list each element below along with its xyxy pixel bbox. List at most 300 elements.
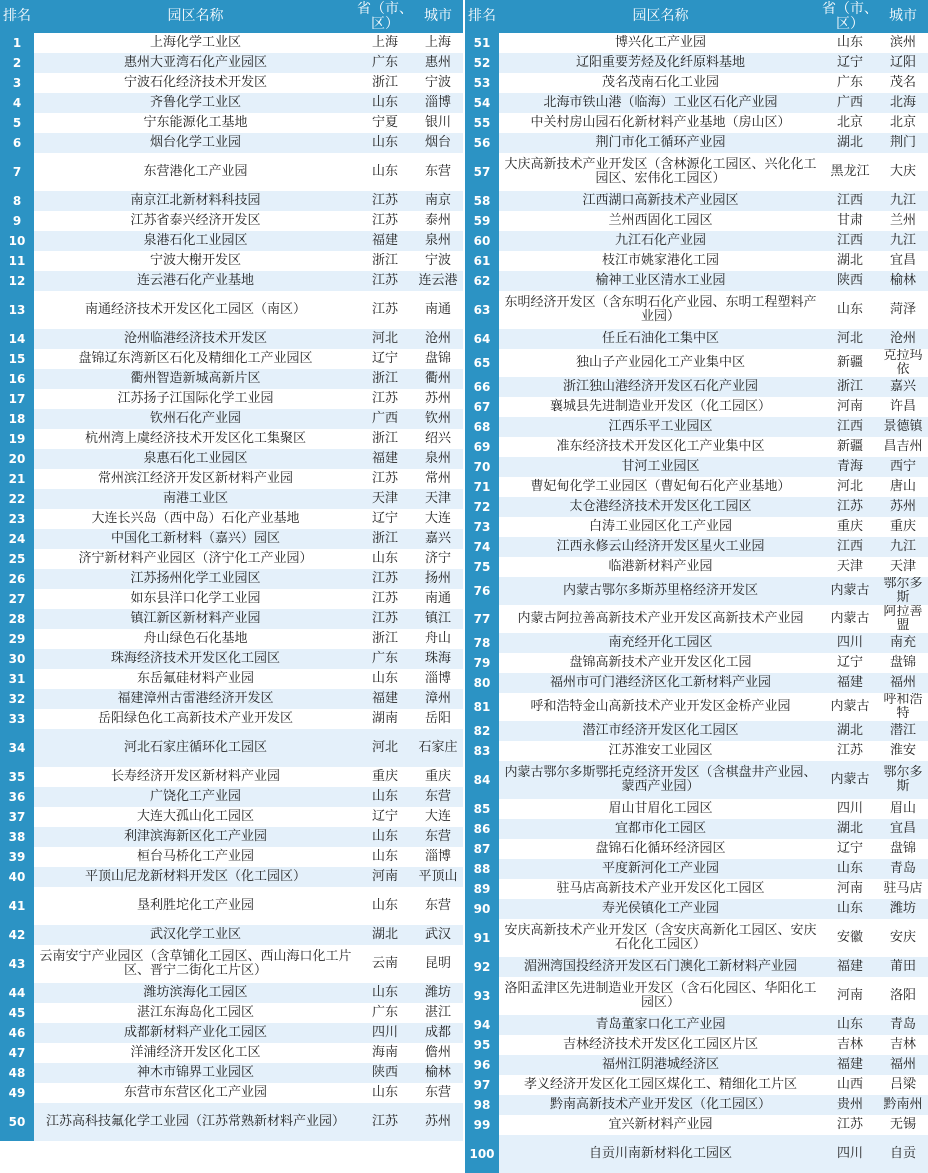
table-row xyxy=(0,73,463,93)
rank-cell: 15 xyxy=(0,349,34,369)
rank-cell: 97 xyxy=(465,1075,499,1095)
table-row xyxy=(0,469,463,489)
header-province: 省（市、区） xyxy=(357,0,413,32)
table-row xyxy=(465,977,928,1015)
city-cell: 大庆 xyxy=(878,153,928,191)
park-name-cell: 中关村房山园石化新材料产业基地（房山区） xyxy=(499,113,822,133)
park-name-cell: 云南安宁产业园区（含草铺化工园区、西山海口化工片区、晋宁二街化工片区） xyxy=(34,945,357,983)
table-row xyxy=(0,589,463,609)
table-row xyxy=(465,251,928,271)
city-cell: 重庆 xyxy=(413,767,463,787)
province-cell: 江西 xyxy=(822,191,878,211)
city-cell: 阿拉善盟 xyxy=(878,605,928,633)
province-cell: 山东 xyxy=(357,787,413,807)
province-cell: 山东 xyxy=(822,33,878,53)
province-cell: 辽宁 xyxy=(357,509,413,529)
rank-cell: 34 xyxy=(0,729,34,767)
rank-cell: 44 xyxy=(0,983,34,1003)
rank-cell: 26 xyxy=(0,569,34,589)
rank-cell: 35 xyxy=(0,767,34,787)
rank-cell: 100 xyxy=(465,1135,499,1173)
park-name-cell: 内蒙古鄂尔多斯苏里格经济开发区 xyxy=(499,577,822,605)
park-name-cell: 东营港化工产业园 xyxy=(34,153,357,191)
table-row xyxy=(465,819,928,839)
park-name-cell: 福建漳州古雷港经济开发区 xyxy=(34,689,357,709)
rank-cell: 90 xyxy=(465,899,499,919)
header-rank: 排名 xyxy=(0,0,34,33)
rank-cell: 71 xyxy=(465,477,499,497)
province-cell: 湖北 xyxy=(822,133,878,153)
province-cell: 湖南 xyxy=(357,709,413,729)
city-cell: 辽阳 xyxy=(878,53,928,73)
park-name-cell: 内蒙古阿拉善高新技术产业开发区高新技术产业园 xyxy=(499,605,822,633)
city-cell: 潜江 xyxy=(878,721,928,741)
table-row xyxy=(0,291,463,329)
province-cell: 江苏 xyxy=(357,389,413,409)
park-name-cell: 寿光侯镇化工产业园 xyxy=(499,899,822,919)
table-row xyxy=(0,53,463,73)
table-row xyxy=(465,879,928,899)
table-row xyxy=(0,329,463,349)
city-cell: 绍兴 xyxy=(413,429,463,449)
city-cell: 福州 xyxy=(878,673,928,693)
province-cell: 山东 xyxy=(357,827,413,847)
province-cell: 贵州 xyxy=(822,1095,878,1115)
table-row xyxy=(0,529,463,549)
city-cell: 连云港 xyxy=(413,271,463,291)
park-name-cell: 盘锦石化循环经济园区 xyxy=(499,839,822,859)
rank-cell: 75 xyxy=(465,557,499,577)
table-row xyxy=(465,53,928,73)
park-name-cell: 洋浦经济开发区化工区 xyxy=(34,1043,357,1063)
table-row xyxy=(465,633,928,653)
park-name-cell: 镇江新区新材料产业园 xyxy=(34,609,357,629)
city-cell: 克拉玛依 xyxy=(878,349,928,377)
city-cell: 衢州 xyxy=(413,369,463,389)
province-cell: 浙江 xyxy=(357,73,413,93)
province-cell: 河南 xyxy=(822,879,878,899)
city-cell: 沧州 xyxy=(413,329,463,349)
province-cell: 四川 xyxy=(822,1135,878,1173)
park-name-cell: 太仓港经济技术开发区化工园区 xyxy=(499,497,822,517)
city-cell: 沧州 xyxy=(878,329,928,349)
table-row xyxy=(465,1015,928,1035)
province-cell: 山东 xyxy=(357,133,413,153)
rank-cell: 20 xyxy=(0,449,34,469)
park-name-cell: 惠州大亚湾石化产业园区 xyxy=(34,53,357,73)
park-name-cell: 宁波大榭开发区 xyxy=(34,251,357,271)
table-row xyxy=(465,957,928,977)
table-row xyxy=(0,489,463,509)
table-row xyxy=(0,609,463,629)
table-row xyxy=(0,569,463,589)
table-row xyxy=(0,549,463,569)
park-name-cell: 东明经济开发区（含东明石化产业园、东明工程塑料产业园） xyxy=(499,291,822,329)
table-row xyxy=(465,1135,928,1173)
table-row xyxy=(0,33,463,53)
table-row xyxy=(0,983,463,1003)
rank-cell: 99 xyxy=(465,1115,499,1135)
province-cell: 浙江 xyxy=(357,369,413,389)
table-row xyxy=(0,1043,463,1063)
province-cell: 江苏 xyxy=(357,609,413,629)
city-cell: 九江 xyxy=(878,231,928,251)
province-cell: 山东 xyxy=(357,153,413,191)
park-name-cell: 内蒙古鄂尔多斯鄂托克经济开发区（含棋盘井产业园、蒙西产业园） xyxy=(499,761,822,799)
province-cell: 广东 xyxy=(357,1003,413,1023)
rank-cell: 6 xyxy=(0,133,34,153)
park-name-cell: 神木市锦界工业园区 xyxy=(34,1063,357,1083)
park-name-cell: 荆门市化工循环产业园 xyxy=(499,133,822,153)
city-cell: 鄂尔多斯 xyxy=(878,577,928,605)
park-name-cell: 榆神工业区清水工业园 xyxy=(499,271,822,291)
rank-cell: 25 xyxy=(0,549,34,569)
province-cell: 吉林 xyxy=(822,1035,878,1055)
province-cell: 重庆 xyxy=(822,517,878,537)
table-row xyxy=(0,945,463,983)
rank-cell: 84 xyxy=(465,761,499,799)
province-cell: 山东 xyxy=(357,549,413,569)
province-cell: 江苏 xyxy=(357,569,413,589)
rank-cell: 14 xyxy=(0,329,34,349)
city-cell: 漳州 xyxy=(413,689,463,709)
rank-cell: 39 xyxy=(0,847,34,867)
park-name-cell: 平顶山尼龙新材料开发区（化工园区） xyxy=(34,867,357,887)
city-cell: 镇江 xyxy=(413,609,463,629)
province-cell: 江苏 xyxy=(357,589,413,609)
park-name-cell: 吉林经济技术开发区化工园区片区 xyxy=(499,1035,822,1055)
rank-cell: 52 xyxy=(465,53,499,73)
rank-cell: 13 xyxy=(0,291,34,329)
city-cell: 天津 xyxy=(878,557,928,577)
province-cell: 山东 xyxy=(357,847,413,867)
province-cell: 内蒙古 xyxy=(822,761,878,799)
province-cell: 福建 xyxy=(822,957,878,977)
rank-cell: 59 xyxy=(465,211,499,231)
province-cell: 浙江 xyxy=(357,251,413,271)
park-name-cell: 盘锦高新技术产业开发区化工园 xyxy=(499,653,822,673)
city-cell: 九江 xyxy=(878,537,928,557)
table-row xyxy=(465,839,928,859)
rank-cell: 31 xyxy=(0,669,34,689)
rank-cell: 87 xyxy=(465,839,499,859)
city-cell: 眉山 xyxy=(878,799,928,819)
city-cell: 无锡 xyxy=(878,1115,928,1135)
city-cell: 盘锦 xyxy=(878,653,928,673)
province-cell: 陕西 xyxy=(357,1063,413,1083)
province-cell: 辽宁 xyxy=(357,807,413,827)
park-name-cell: 眉山甘眉化工园区 xyxy=(499,799,822,819)
table-row xyxy=(465,477,928,497)
city-cell: 宁波 xyxy=(413,73,463,93)
city-cell: 舟山 xyxy=(413,629,463,649)
table-row xyxy=(465,153,928,191)
table-row xyxy=(0,767,463,787)
table-row xyxy=(0,93,463,113)
province-cell: 河南 xyxy=(822,977,878,1015)
city-cell: 泰州 xyxy=(413,211,463,231)
park-name-cell: 南港工业区 xyxy=(34,489,357,509)
province-cell: 辽宁 xyxy=(822,839,878,859)
province-cell: 浙江 xyxy=(357,429,413,449)
city-cell: 惠州 xyxy=(413,53,463,73)
province-cell: 江苏 xyxy=(822,1115,878,1135)
province-cell: 辽宁 xyxy=(822,653,878,673)
table-row xyxy=(465,693,928,721)
park-name-cell: 盘锦辽东湾新区石化及精细化工产业园区 xyxy=(34,349,357,369)
city-cell: 驻马店 xyxy=(878,879,928,899)
city-cell: 钦州 xyxy=(413,409,463,429)
park-name-cell: 独山子产业园化工产业集中区 xyxy=(499,349,822,377)
rank-cell: 16 xyxy=(0,369,34,389)
rank-cell: 38 xyxy=(0,827,34,847)
park-name-cell: 中国化工新材料（嘉兴）园区 xyxy=(34,529,357,549)
province-cell: 河南 xyxy=(822,397,878,417)
province-cell: 重庆 xyxy=(357,767,413,787)
rank-cell: 95 xyxy=(465,1035,499,1055)
rank-cell: 5 xyxy=(0,113,34,133)
province-cell: 新疆 xyxy=(822,437,878,457)
city-cell: 东营 xyxy=(413,887,463,925)
park-name-cell: 沧州临港经济技术开发区 xyxy=(34,329,357,349)
rank-cell: 64 xyxy=(465,329,499,349)
rank-cell: 19 xyxy=(0,429,34,449)
city-cell: 景德镇 xyxy=(878,417,928,437)
city-cell: 珠海 xyxy=(413,649,463,669)
city-cell: 吉林 xyxy=(878,1035,928,1055)
park-name-cell: 烟台化学工业园 xyxy=(34,133,357,153)
city-cell: 福州 xyxy=(878,1055,928,1075)
park-name-cell: 潍坊滨海化工园区 xyxy=(34,983,357,1003)
city-cell: 东营 xyxy=(413,827,463,847)
table-row xyxy=(0,349,463,369)
province-cell: 江苏 xyxy=(822,497,878,517)
table-row xyxy=(0,133,463,153)
province-cell: 四川 xyxy=(822,799,878,819)
rank-cell: 70 xyxy=(465,457,499,477)
province-cell: 黑龙江 xyxy=(822,153,878,191)
table-row xyxy=(465,537,928,557)
city-cell: 淄博 xyxy=(413,669,463,689)
province-cell: 海南 xyxy=(357,1043,413,1063)
park-name-cell: 南通经济技术开发区化工园区（南区） xyxy=(34,291,357,329)
rank-cell: 11 xyxy=(0,251,34,271)
rank-cell: 57 xyxy=(465,153,499,191)
table-row xyxy=(465,33,928,53)
province-cell: 湖北 xyxy=(357,925,413,945)
table-row xyxy=(465,93,928,113)
park-name-cell: 泉惠石化工业园区 xyxy=(34,449,357,469)
park-name-cell: 舟山绿色石化基地 xyxy=(34,629,357,649)
city-cell: 大连 xyxy=(413,509,463,529)
rank-cell: 23 xyxy=(0,509,34,529)
park-name-cell: 兰州西固化工园区 xyxy=(499,211,822,231)
city-cell: 吕梁 xyxy=(878,1075,928,1095)
table-row xyxy=(465,741,928,761)
city-cell: 兰州 xyxy=(878,211,928,231)
province-cell: 湖北 xyxy=(822,721,878,741)
rank-cell: 86 xyxy=(465,819,499,839)
city-cell: 天津 xyxy=(413,489,463,509)
city-cell: 滨州 xyxy=(878,33,928,53)
province-cell: 浙江 xyxy=(357,629,413,649)
rank-cell: 49 xyxy=(0,1083,34,1103)
rank-cell: 98 xyxy=(465,1095,499,1115)
province-cell: 福建 xyxy=(357,449,413,469)
city-cell: 东营 xyxy=(413,153,463,191)
city-cell: 泉州 xyxy=(413,231,463,251)
rank-cell: 89 xyxy=(465,879,499,899)
park-name-cell: 珠海经济技术开发区化工园区 xyxy=(34,649,357,669)
city-cell: 唐山 xyxy=(878,477,928,497)
province-cell: 山东 xyxy=(822,859,878,879)
park-name-cell: 大庆高新技术产业开发区（含林源化工园区、兴化化工园区、宏伟化工园区） xyxy=(499,153,822,191)
city-cell: 宁波 xyxy=(413,251,463,271)
city-cell: 济宁 xyxy=(413,549,463,569)
province-cell: 山东 xyxy=(822,1015,878,1035)
rank-cell: 79 xyxy=(465,653,499,673)
park-name-cell: 茂名茂南石化工业园 xyxy=(499,73,822,93)
city-cell: 盘锦 xyxy=(878,839,928,859)
province-cell: 福建 xyxy=(822,1055,878,1075)
table-row xyxy=(0,887,463,925)
rank-cell: 22 xyxy=(0,489,34,509)
table-row xyxy=(465,211,928,231)
park-name-cell: 自贡川南新材料化工园区 xyxy=(499,1135,822,1173)
province-cell: 江苏 xyxy=(357,211,413,231)
city-cell: 九江 xyxy=(878,191,928,211)
city-cell: 茂名 xyxy=(878,73,928,93)
table-row xyxy=(0,231,463,251)
park-name-cell: 白涛工业园区化工产业园 xyxy=(499,517,822,537)
province-cell: 河北 xyxy=(822,329,878,349)
city-cell: 嘉兴 xyxy=(413,529,463,549)
rank-cell: 42 xyxy=(0,925,34,945)
table-row xyxy=(465,271,928,291)
rank-cell: 66 xyxy=(465,377,499,397)
table-row xyxy=(465,517,928,537)
table-row xyxy=(465,577,928,605)
city-cell: 岳阳 xyxy=(413,709,463,729)
province-cell: 宁夏 xyxy=(357,113,413,133)
city-cell: 北京 xyxy=(878,113,928,133)
province-cell: 内蒙古 xyxy=(822,605,878,633)
park-name-cell: 湛江东海岛化工园区 xyxy=(34,1003,357,1023)
park-name-cell: 安庆高新技术产业开发区（含安庆高新化工园区、安庆石化化工园区） xyxy=(499,919,822,957)
table-row xyxy=(0,649,463,669)
header-rank: 排名 xyxy=(465,0,499,33)
table-row xyxy=(0,211,463,231)
rank-cell: 91 xyxy=(465,919,499,957)
rank-cell: 82 xyxy=(465,721,499,741)
rank-cell: 4 xyxy=(0,93,34,113)
park-name-cell: 江苏淮安工业园区 xyxy=(499,741,822,761)
rank-cell: 30 xyxy=(0,649,34,669)
table-row xyxy=(0,369,463,389)
rank-cell: 94 xyxy=(465,1015,499,1035)
city-cell: 成都 xyxy=(413,1023,463,1043)
table-row xyxy=(465,417,928,437)
rank-cell: 10 xyxy=(0,231,34,251)
table-row xyxy=(465,1035,928,1055)
park-name-cell: 驻马店高新技术产业开发区化工园区 xyxy=(499,879,822,899)
park-name-cell: 常州滨江经济开发区新材料产业园 xyxy=(34,469,357,489)
rank-cell: 48 xyxy=(0,1063,34,1083)
table-row xyxy=(0,191,463,211)
park-name-cell: 连云港石化产业基地 xyxy=(34,271,357,291)
park-name-cell: 临港新材料产业园 xyxy=(499,557,822,577)
table-row xyxy=(0,409,463,429)
province-cell: 广西 xyxy=(357,409,413,429)
park-name-cell: 洛阳孟津区先进制造业开发区（含石化园区、华阳化工园区） xyxy=(499,977,822,1015)
table-row xyxy=(465,191,928,211)
rank-cell: 33 xyxy=(0,709,34,729)
park-name-cell: 宁东能源化工基地 xyxy=(34,113,357,133)
city-cell: 黔南州 xyxy=(878,1095,928,1115)
table-row xyxy=(465,133,928,153)
rank-cell: 3 xyxy=(0,73,34,93)
table-row xyxy=(465,653,928,673)
province-cell: 江苏 xyxy=(357,469,413,489)
rank-cell: 80 xyxy=(465,673,499,693)
province-cell: 山东 xyxy=(357,983,413,1003)
province-cell: 辽宁 xyxy=(822,53,878,73)
province-cell: 天津 xyxy=(822,557,878,577)
park-name-cell: 岳阳绿色化工高新技术产业开发区 xyxy=(34,709,357,729)
park-name-cell: 福州市可门港经济区化工新材料产业园 xyxy=(499,673,822,693)
province-cell: 河北 xyxy=(357,729,413,767)
table-row xyxy=(465,437,928,457)
park-name-cell: 九江石化产业园 xyxy=(499,231,822,251)
table-row xyxy=(0,925,463,945)
city-cell: 南充 xyxy=(878,633,928,653)
rank-cell: 54 xyxy=(465,93,499,113)
city-cell: 嘉兴 xyxy=(878,377,928,397)
park-name-cell: 枝江市姚家港化工园 xyxy=(499,251,822,271)
park-name-cell: 浙江独山港经济开发区石化产业园 xyxy=(499,377,822,397)
city-cell: 淄博 xyxy=(413,847,463,867)
city-cell: 湛江 xyxy=(413,1003,463,1023)
city-cell: 昌吉州 xyxy=(878,437,928,457)
province-cell: 江西 xyxy=(822,537,878,557)
province-cell: 山东 xyxy=(357,887,413,925)
park-name-cell: 任丘石油化工集中区 xyxy=(499,329,822,349)
table-header-row xyxy=(465,0,928,33)
province-cell: 江西 xyxy=(822,231,878,251)
park-name-cell: 长寿经济开发区新材料产业园 xyxy=(34,767,357,787)
table-row xyxy=(0,449,463,469)
rank-cell: 83 xyxy=(465,741,499,761)
province-cell: 江苏 xyxy=(357,291,413,329)
park-name-cell: 博兴化工产业园 xyxy=(499,33,822,53)
province-cell: 湖北 xyxy=(822,819,878,839)
park-name-cell: 潜江市经济开发区化工园区 xyxy=(499,721,822,741)
table-row xyxy=(0,729,463,767)
province-cell: 江西 xyxy=(822,417,878,437)
province-cell: 广西 xyxy=(822,93,878,113)
table-body-right xyxy=(465,33,928,1173)
table-row xyxy=(0,509,463,529)
rank-cell: 65 xyxy=(465,349,499,377)
city-cell: 安庆 xyxy=(878,919,928,957)
park-name-cell: 青岛董家口化工产业园 xyxy=(499,1015,822,1035)
park-name-cell: 南京江北新材料科技园 xyxy=(34,191,357,211)
table-row xyxy=(0,807,463,827)
rank-cell: 88 xyxy=(465,859,499,879)
ranking-table-right xyxy=(465,0,928,1173)
province-cell: 河南 xyxy=(357,867,413,887)
province-cell: 内蒙古 xyxy=(822,577,878,605)
